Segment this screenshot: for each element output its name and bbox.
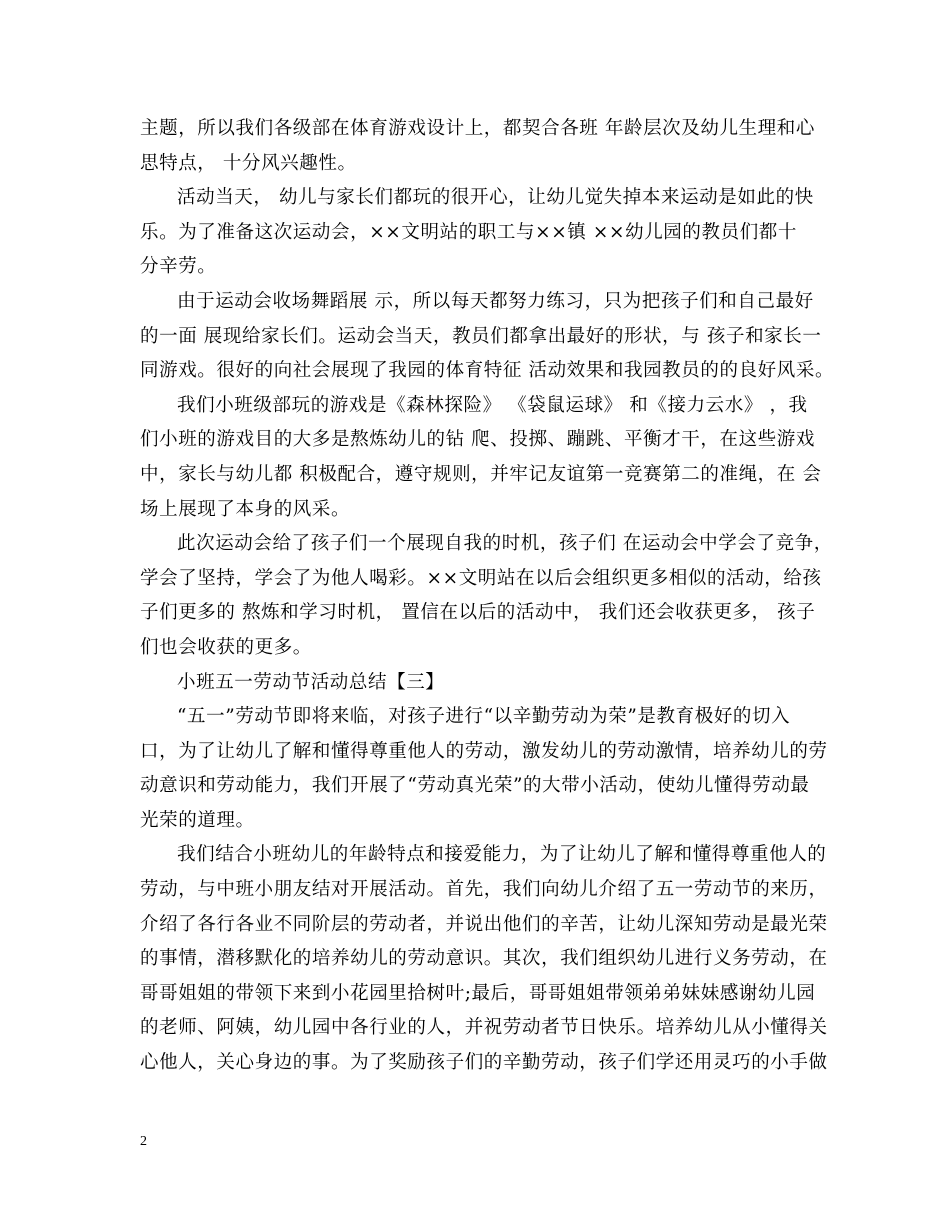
document-body bbox=[140, 112, 835, 1081]
section-heading: 小班五一劳动节活动总结【三】 bbox=[177, 671, 445, 693]
text-line: 主题，所以我们各级部在体育游戏设计上，都契合各班 年龄层次及幼儿生理和心 bbox=[140, 118, 815, 139]
text-line: 光荣的道理。 bbox=[140, 809, 255, 831]
text-line: 们小班的游戏目的大多是熬炼幼儿的钻 爬、投掷、蹦跳、平衡才干，在这些游戏 bbox=[140, 429, 815, 451]
text-line: 同游戏。很好的向社会展现了我园的体育特征 活动效果和我园教员的的良好风采。 bbox=[140, 360, 835, 382]
text-line: 分辛劳。 bbox=[140, 256, 217, 278]
page-number: 2 bbox=[140, 1134, 147, 1149]
text-line: 的一面 展现给家长们。运动会当天，教员们都拿出最好的形状，与 孩子和家长一 bbox=[140, 325, 822, 347]
text-line: 学会了坚持，学会了为他人喝彩。××文明站在以后会组织更多相似的活动，给孩 bbox=[140, 567, 822, 589]
text-line: 们也会收获的更多。 bbox=[140, 636, 312, 658]
text-line: 口，为了让幼儿了解和懂得尊重他人的劳动，激发幼儿的劳动激情，培养幼儿的劳 bbox=[140, 740, 828, 762]
text-line: “五一”劳动节即将来临，对孩子进行“以辛勤劳动为荣”是教育极好的切入 bbox=[177, 706, 791, 728]
text-line: 活动当天， 幼儿与家长们都玩的很开心，让幼儿觉失掉本来运动是如此的快 bbox=[177, 187, 814, 209]
text-line: 乐。为了准备这次运动会，××文明站的职工与××镇 ××幼儿园的教员们都十 bbox=[140, 221, 797, 243]
text-line: 子们更多的 熬炼和学习时机， 置信在以后的活动中， 我们还会收获更多， 孩子 bbox=[140, 602, 816, 624]
text-line: 中，家长与幼儿都 积极配合，遵守规则，并牢记友谊第一竞赛第二的准绳，在 会 bbox=[140, 463, 822, 485]
text-line: 劳动，与中班小朋友结对开展活动。首先，我们向幼儿介绍了五一劳动节的来历， bbox=[140, 879, 828, 901]
text-line: 的事情，潜移默化的培养幼儿的劳动意识。其次，我们组织幼儿进行义务劳动，在 bbox=[140, 948, 828, 970]
text-line: 思特点， 十分风兴趣性。 bbox=[140, 152, 357, 174]
text-line: 哥哥姐姐的带领下来到小花园里拾树叶;最后，哥哥姐姐带领弟弟妹妹感谢幼儿园 bbox=[140, 982, 816, 1004]
text-line: 动意识和劳动能力，我们开展了“劳动真光荣”的大带小活动，使幼儿懂得劳动最 bbox=[140, 775, 810, 797]
text-line: 的老师、阿姨，幼儿园中各行业的人，并祝劳动者节日快乐。培养幼儿从小懂得关 bbox=[140, 1017, 828, 1039]
text-line: 场上展现了本身的风采。 bbox=[140, 498, 351, 520]
text-line: 由于运动会收场舞蹈展 示，所以每天都努力练习，只为把孩子们和自己最好 bbox=[177, 290, 814, 312]
text-line: 介绍了各行各业不同阶层的劳动者，并说出他们的辛苦，让幼儿深知劳动是最光荣 bbox=[140, 913, 828, 935]
text-line: 我们小班级部玩的游戏是《森林探险》 《袋鼠运球》 和《接力云水》 ，我 bbox=[177, 394, 808, 416]
text-line: 心他人，关心身边的事。为了奖励孩子们的辛勤劳动，孩子们学还用灵巧的小手做 bbox=[140, 1052, 828, 1074]
text-line: 我们结合小班幼儿的年龄特点和接爱能力，为了让幼儿了解和懂得尊重他人的 bbox=[177, 844, 827, 866]
text-line: 此次运动会给了孩子们一个展现自我的时机，孩子们 在运动会中学会了竞争， bbox=[177, 533, 833, 555]
